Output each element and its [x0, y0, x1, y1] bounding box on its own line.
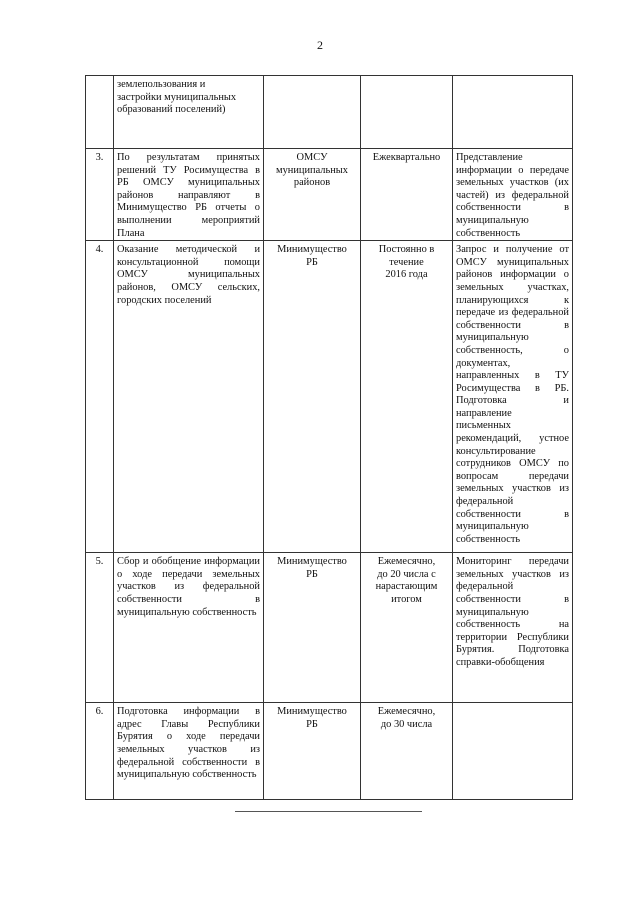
- deadline-cell-text: до 20 числа с нарастающим итогом: [375, 568, 438, 605]
- event-cell-text: образований поселений): [117, 104, 226, 116]
- result-cell: [453, 149, 573, 241]
- deadline-cell: [361, 553, 453, 703]
- deadline-cell-text: Ежемесячно,: [377, 706, 436, 718]
- result-cell: [453, 553, 573, 703]
- table-row: [86, 241, 573, 553]
- executor-cell-text: РБ: [306, 718, 318, 730]
- page-number: 2: [317, 38, 323, 52]
- event-cell: [114, 149, 264, 241]
- row-number: 5.: [86, 553, 114, 703]
- deadline-cell: [361, 703, 453, 800]
- executor-cell-text: РБ: [306, 568, 318, 580]
- row-number: 4.: [86, 241, 114, 553]
- result-cell: [453, 76, 573, 149]
- executor-cell: [264, 241, 361, 553]
- executor-cell-text: ОМСУ муниципальных районов: [276, 152, 348, 189]
- executor-cell: [264, 703, 361, 800]
- event-cell: [114, 76, 264, 149]
- executor-cell: [264, 76, 361, 149]
- end-of-document-rule: [235, 811, 422, 812]
- event-cell-text: землепользования и: [117, 79, 206, 90]
- result-cell: [453, 703, 573, 800]
- event-cell-text: Сбор и обобщение информации о ходе передачи земельных участков из федеральной собственности в муниципальную собственность: [117, 556, 260, 618]
- table-row: [86, 76, 573, 149]
- executor-cell-text: Минимущество: [277, 556, 347, 568]
- executor-cell-text: Минимущество: [277, 244, 347, 256]
- table-row: [86, 553, 573, 703]
- row-number: 6.: [86, 703, 114, 800]
- executor-cell-text: Минимущество: [277, 706, 347, 718]
- event-cell-text: застройки муниципальных: [117, 91, 237, 103]
- result-cell-text: Запрос и получение от ОМСУ муниципальных районов информации о земельных участках, планирующихся к передаче из федеральной собственности в муниципальную собственность, о документах, направленных в ТУ Росимущества в РБ. Подготовка и направление письменных рекомендаций, устное консультирование сотрудников ОМСУ по вопросам передачи земельных участков из федеральной собственности в муниципальную собственность: [456, 244, 569, 545]
- deadline-cell-text: течение: [389, 256, 424, 268]
- result-cell: [453, 241, 573, 553]
- event-cell: [114, 553, 264, 703]
- event-cell-text: Подготовка информации в адрес Главы Республики Бурятия о ходе передачи земельных участков из федеральной собственности в муниципальную собственность: [117, 706, 260, 781]
- result-cell-text: Мониторинг передачи земельных участков из федеральной собственности в муниципальную собственность на территории Республики Бурятия. Подготовка справки-обобщения: [456, 556, 569, 668]
- event-cell-text: Оказание методической и консультационной помощи ОМСУ муниципальных районов, ОМСУ сельских, городских поселений: [117, 244, 260, 306]
- executor-cell: [264, 553, 361, 703]
- plan-table: [85, 75, 573, 800]
- deadline-cell: [361, 241, 453, 553]
- event-cell: [114, 241, 264, 553]
- event-cell-text: По результатам принятых решений ТУ Росимущества в РБ ОМСУ муниципальных районов направляют в Минимущество РБ отчеты о выполнении мероприятий Плана: [117, 152, 260, 239]
- table-row: [86, 703, 573, 800]
- deadline-cell: [361, 76, 453, 149]
- row-number: [86, 76, 114, 149]
- deadline-cell: [361, 149, 453, 241]
- executor-cell: [264, 149, 361, 241]
- deadline-cell-text: Постоянно в: [378, 244, 435, 256]
- table-row: [86, 149, 573, 241]
- event-cell: [114, 703, 264, 800]
- row-number: 3.: [86, 149, 114, 241]
- deadline-cell-text: Ежемесячно,: [377, 556, 436, 568]
- executor-cell-text: РБ: [306, 256, 318, 268]
- result-cell-text: Представление информации о передаче земельных участков (их частей) из федеральной собственности в муниципальную собственность: [456, 152, 569, 239]
- deadline-cell-text: Ежеквартально: [372, 152, 441, 163]
- deadline-cell-text: до 30 числа: [380, 718, 433, 730]
- deadline-cell-text: 2016 года: [385, 269, 428, 281]
